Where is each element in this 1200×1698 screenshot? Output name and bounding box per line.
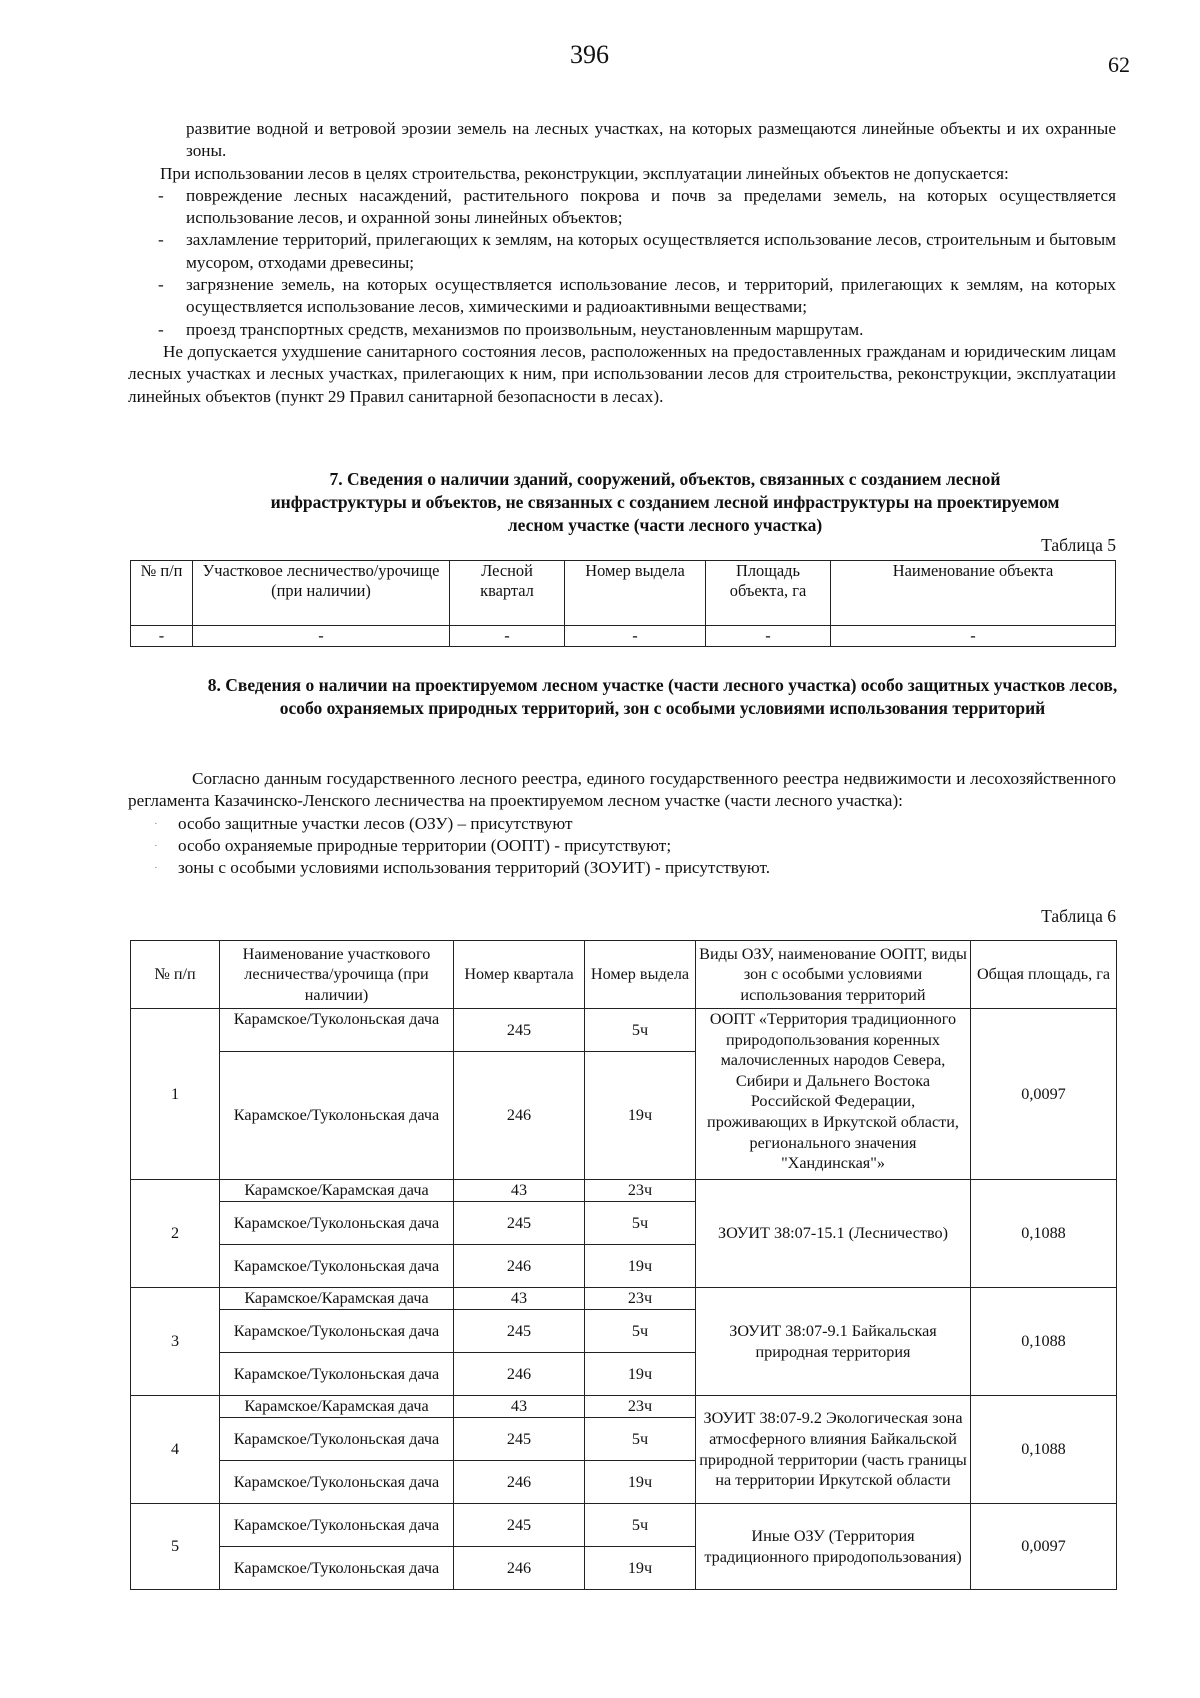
t6-place: Карамское/Туколоньская дача: [220, 1504, 454, 1547]
t6-place: Карамское/Туколоньская дача: [220, 1353, 454, 1396]
t6-type: ООПТ «Территория традиционного природопользования коренных малочисленных народов Севера, Сибири и Дальнего Востока Российской Федерации, проживающих в Иркутской области, регионального значения "Хандинская"»: [696, 1009, 971, 1180]
t6-area: 0,0097: [971, 1504, 1117, 1590]
t6-kv: 245: [454, 1202, 585, 1245]
presence-item: · особо охраняемые природные территории (ООПТ) - присутствуют;: [154, 835, 672, 855]
t6-kv: 245: [454, 1418, 585, 1461]
t6-area: 0,1088: [971, 1288, 1117, 1396]
page-number-right: 62: [1108, 52, 1130, 77]
section-8-paragraph: Согласно данным государственного лесного реестра, единого государственного реестра недвижимости и лесохозяйственного регламента Казачинско-Ленского лесничества на проектируемом лесном участке (части лесного участка):: [128, 769, 1116, 811]
t6-kv: 246: [454, 1245, 585, 1288]
t6-vyd: 19ч: [585, 1547, 696, 1590]
t6-place: Карамское/Туколоньская дача: [220, 1310, 454, 1353]
t6-vyd: 23ч: [585, 1288, 696, 1310]
t6-vyd: 5ч: [585, 1202, 696, 1245]
page-number-top: 396: [570, 40, 609, 69]
t5-header: Площадь объекта, га: [706, 561, 831, 626]
t5-header: № п/п: [131, 561, 193, 626]
t6-kv: 246: [454, 1461, 585, 1504]
t5-header: Номер выдела: [565, 561, 706, 626]
t6-place: Карамское/Туколоньская дача: [220, 1245, 454, 1288]
t6-header: Номер выдела: [585, 941, 696, 1009]
t6-vyd: 5ч: [585, 1009, 696, 1052]
t6-num: 2: [131, 1180, 220, 1288]
t6-num: 5: [131, 1504, 220, 1590]
table-5: [130, 560, 1116, 647]
t6-header: Наименование участкового лесничества/урочища (при наличии): [220, 941, 454, 1009]
t6-place: Карамское/Туколоньская дача: [220, 1461, 454, 1504]
t6-header: № п/п: [131, 941, 220, 1009]
t6-vyd: 19ч: [585, 1461, 696, 1504]
t6-vyd: 5ч: [585, 1310, 696, 1353]
t6-vyd: 19ч: [585, 1353, 696, 1396]
table-row: [131, 626, 1116, 647]
t6-vyd: 19ч: [585, 1052, 696, 1180]
t6-header: Виды ОЗУ, наименование ООПТ, виды зон с особыми условиями использования территорий: [696, 941, 971, 1009]
t5-header: Участковое лесничество/урочище (при наличии): [193, 561, 450, 626]
restriction-item: - захламление территорий, прилегающих к землям, на которых осуществляется использование лесов, строительным и бытовым мусором, отходами древесины;: [158, 230, 1116, 272]
t6-kv: 43: [454, 1288, 585, 1310]
table-row: [131, 1180, 1117, 1202]
t6-place: Карамское/Карамская дача: [220, 1180, 454, 1202]
t6-kv: 245: [454, 1310, 585, 1353]
t6-area: 0,1088: [971, 1396, 1117, 1504]
intro-text: [128, 118, 1116, 408]
t5-cell: -: [831, 626, 1116, 647]
t6-place: Карамское/Туколоньская дача: [220, 1418, 454, 1461]
t6-area: 0,0097: [971, 1009, 1117, 1180]
t6-header: Общая площадь, га: [971, 941, 1117, 1009]
t6-type: Иные ОЗУ (Территория традиционного природопользования): [696, 1504, 971, 1590]
restriction-item: - проезд транспортных средств, механизмов по произвольным, неустановленным маршрутам.: [158, 319, 864, 339]
section-8-text: [128, 768, 1116, 879]
t6-vyd: 19ч: [585, 1245, 696, 1288]
t6-vyd: 23ч: [585, 1180, 696, 1202]
t6-place: Карамское/Туколоньская дача: [220, 1202, 454, 1245]
t6-num: 1: [131, 1009, 220, 1180]
t6-kv: 246: [454, 1353, 585, 1396]
table-6-caption: Таблица 6: [1041, 906, 1116, 926]
table-6: [130, 940, 1117, 1590]
t6-kv: 246: [454, 1052, 585, 1180]
t6-place: Карамское/Туколоньская дача: [220, 1547, 454, 1590]
t6-kv: 43: [454, 1396, 585, 1418]
table-row: [131, 1504, 1117, 1547]
t6-kv: 246: [454, 1547, 585, 1590]
section-8-heading: 8. Сведения о наличии на проектируемом лесном участке (части лесного участка) особо защитных участков лесов, особо охраняемых природных территорий, зон с особыми условиями использования территорий: [207, 675, 1118, 718]
t5-cell: -: [706, 626, 831, 647]
presence-item: · особо защитные участки лесов (ОЗУ) – присутствуют: [154, 813, 573, 833]
table-row: [131, 1009, 1117, 1052]
restriction-item: - загрязнение земель, на которых осуществляется использование лесов, и территорий, прилегающих к землям, на которых осуществляется использование лесов, химическими и радиоактивными веществами;: [158, 275, 1116, 317]
t6-area: 0,1088: [971, 1180, 1117, 1288]
t6-vyd: 5ч: [585, 1418, 696, 1461]
table-row: [131, 1396, 1117, 1418]
restrictions-lead: При использовании лесов в целях строительства, реконструкции, эксплуатации линейных объектов не допускается:: [160, 163, 1009, 183]
section-7-heading: 7. Сведения о наличии зданий, сооружений, объектов, связанных с созданием лесной инфраструктуры и объектов, не связанных с созданием лесной инфраструктуры на проектируемом лесном участке (части лесного участка): [270, 469, 1060, 535]
t5-cell: -: [131, 626, 193, 647]
continuation-paragraph: развитие водной и ветровой эрозии земель на лесных участках, на которых размещаются линейные объекты и их охранные зоны.: [186, 119, 1116, 161]
t6-place: Карамское/Карамская дача: [220, 1288, 454, 1310]
t6-header: Номер квартала: [454, 941, 585, 1009]
presence-item: · зоны с особыми условиями использования территорий (ЗОУИТ) - присутствуют.: [154, 858, 771, 878]
t6-kv: 245: [454, 1504, 585, 1547]
t6-place: Карамское/Туколоньская дача: [220, 1009, 454, 1052]
t6-type: ЗОУИТ 38:07-15.1 (Лесничество): [696, 1180, 971, 1288]
t5-header: Наименование объекта: [831, 561, 1116, 626]
t6-kv: 245: [454, 1009, 585, 1052]
t6-vyd: 5ч: [585, 1504, 696, 1547]
restriction-item: - повреждение лесных насаждений, растительного покрова и почв за пределами земель, на которых осуществляется использование лесов, и охранной зоны линейных объектов;: [158, 185, 1116, 228]
t5-cell: -: [193, 626, 450, 647]
t6-num: 4: [131, 1396, 220, 1504]
t5-cell: -: [565, 626, 706, 647]
t5-header: Лесной квартал: [450, 561, 565, 626]
t5-cell: -: [450, 626, 565, 647]
t6-num: 3: [131, 1288, 220, 1396]
t6-type: ЗОУИТ 38:07-9.1 Байкальская природная территория: [696, 1288, 971, 1396]
t6-place: Карамское/Туколоньская дача: [220, 1052, 454, 1180]
t6-kv: 43: [454, 1180, 585, 1202]
table-5-caption: Таблица 5: [1041, 535, 1116, 555]
t6-type: ЗОУИТ 38:07-9.2 Экологическая зона атмосферного влияния Байкальской природной территории (часть границы на территории Иркутской области: [696, 1396, 971, 1504]
table-row: [131, 1288, 1117, 1310]
sanitary-paragraph: Не допускается ухудшение санитарного состояния лесов, расположенных на предоставленных гражданам и юридическим лицам лесных участках и лесных участках, прилегающих к ним, при использовании лесов для строительства, реконструкции, эксплуатации линейных объектов (пункт 29 Правил санитарной безопасности в лесах).: [128, 341, 1116, 406]
t6-vyd: 23ч: [585, 1396, 696, 1418]
t6-place: Карамское/Карамская дача: [220, 1396, 454, 1418]
